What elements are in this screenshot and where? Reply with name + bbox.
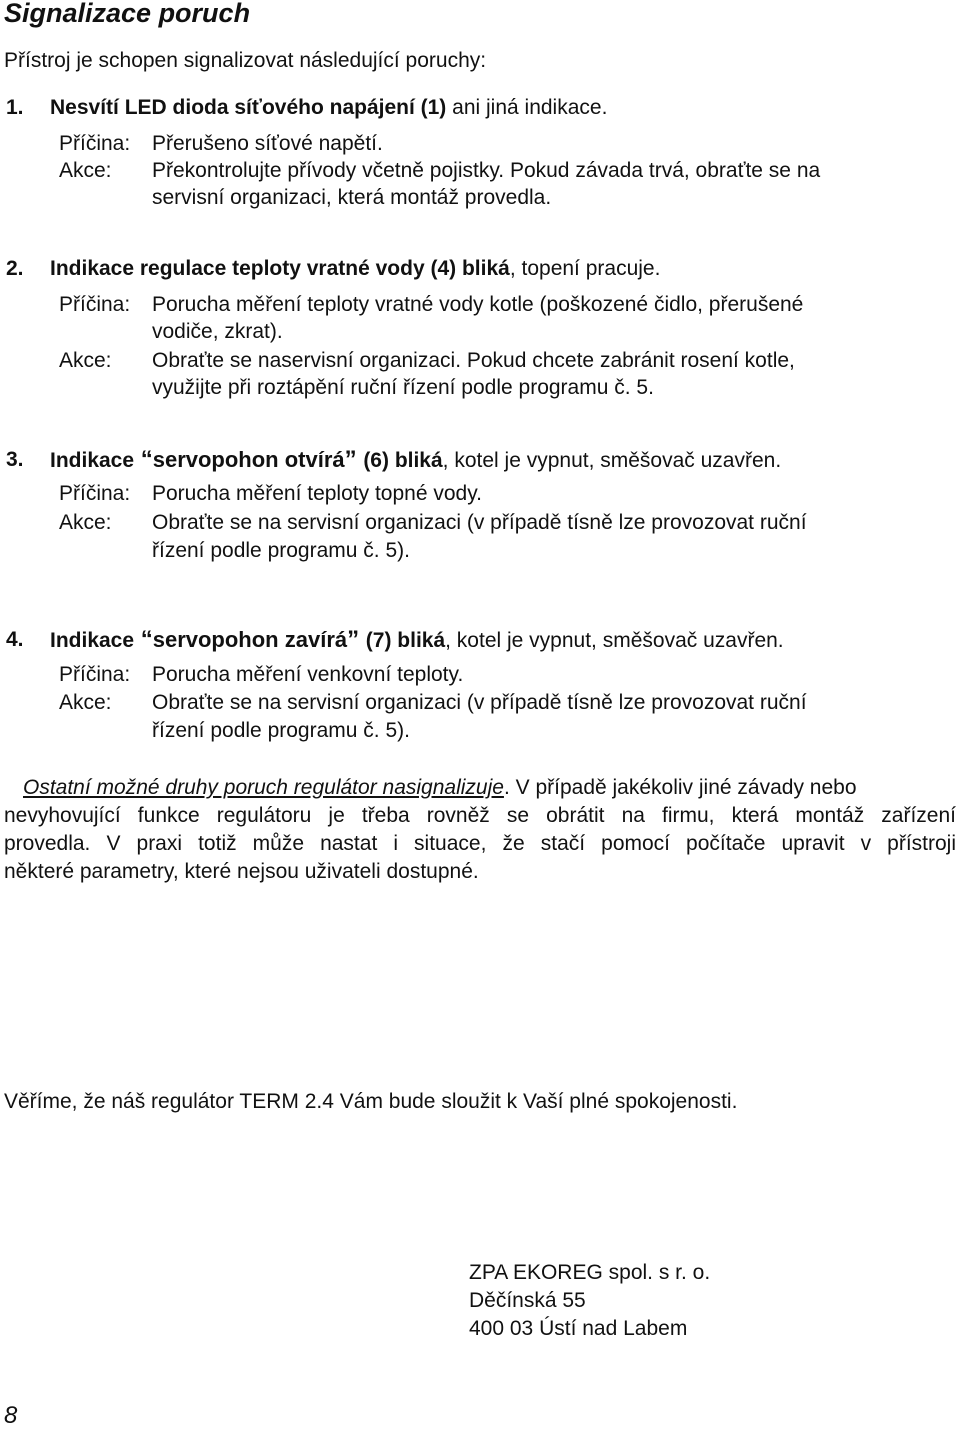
fault-item-4-action-label: Akce:: [59, 691, 112, 714]
fault-item-2-heading: Indikace regulace teploty vratné vody (4) bliká, topení pracuje.: [50, 257, 661, 280]
fault-item-4-cause-text: Porucha měření venkovní teploty.: [152, 663, 464, 686]
closing-text: Věříme, že náš regulátor TERM 2.4 Vám bude sloužit k Vaší plné spokojenosti.: [4, 1090, 738, 1113]
fault-item-3-action-label: Akce:: [59, 511, 112, 534]
fault-item-1-cause-text: Přerušeno síťové napětí.: [152, 132, 383, 155]
note-line-3: provedla. V praxi totiž může nastat i situace, že stačí pomocí počítače upravit v přístroji: [4, 832, 956, 855]
fault-item-1-number: 1.: [6, 96, 24, 119]
fault-item-1-action-line2: servisní organizaci, která montáž provedla.: [152, 186, 552, 209]
fault-item-3-number: 3.: [6, 448, 24, 471]
intro-text: Přístroj je schopen signalizovat následující poruchy:: [4, 49, 487, 72]
fault-item-3-action-line1: Obraťte se na servisní organizaci (v případě tísně lze provozovat ruční: [152, 511, 807, 534]
fault-item-1-cause-label: Příčina:: [59, 132, 131, 155]
note-line-1: Ostatní možné druhy poruch regulátor nasignalizuje. V případě jakékoliv jiné závady nebo: [23, 776, 857, 799]
fault-item-1-heading: Nesvítí LED dioda síťového napájení (1) ani jiná indikace.: [50, 96, 608, 119]
fault-item-3-action-line2: řízení podle programu č. 5).: [152, 539, 410, 562]
fault-item-3-cause-label: Příčina:: [59, 482, 131, 505]
address-city: 400 03 Ústí nad Labem: [469, 1317, 688, 1340]
fault-item-3-heading: Indikace “servopohon otvírá” (6) bliká, kotel je vypnut, směšovač uzavřen.: [50, 446, 782, 473]
note-line-4: některé parametry, které nejsou uživateli dostupné.: [4, 860, 479, 883]
fault-item-2-cause-label: Příčina:: [59, 293, 131, 316]
fault-item-1-action-label: Akce:: [59, 159, 112, 182]
fault-item-2-action-line1: Obraťte se naservisní organizaci. Pokud chcete zabránit rosení kotle,: [152, 349, 795, 372]
fault-item-4-action-line2: řízení podle programu č. 5).: [152, 719, 410, 742]
page-number: 8: [4, 1402, 18, 1429]
fault-item-2-cause-line1: Porucha měření teploty vratné vody kotle (poškozené čidlo, přerušené: [152, 293, 804, 316]
fault-item-2-action-label: Akce:: [59, 349, 112, 372]
note-line-2: nevyhovující funkce regulátoru je třeba rovněž se obrátit na firmu, která montáž zařízení: [4, 804, 956, 827]
fault-item-4-heading: Indikace “servopohon zavírá” (7) bliká, kotel je vypnut, směšovač uzavřen.: [50, 626, 784, 653]
fault-item-1-action-line1: Překontrolujte přívody včetně pojistky. Pokud závada trvá, obraťte se na: [152, 159, 821, 182]
address-company: ZPA EKOREG spol. s r. o.: [469, 1261, 711, 1284]
fault-item-4-cause-label: Příčina:: [59, 663, 131, 686]
page-title: Signalizace poruch: [4, 0, 251, 28]
fault-item-4-action-line1: Obraťte se na servisní organizaci (v případě tísně lze provozovat ruční: [152, 691, 807, 714]
fault-item-2-number: 2.: [6, 257, 24, 280]
fault-item-3-cause-text: Porucha měření teploty topné vody.: [152, 482, 482, 505]
fault-item-4-number: 4.: [6, 628, 24, 651]
fault-item-2-cause-line2: vodiče, zkrat).: [152, 320, 283, 343]
address-street: Děčínská 55: [469, 1289, 586, 1312]
fault-item-2-action-line2: využijte při roztápění ruční řízení podle programu č. 5.: [152, 376, 654, 399]
